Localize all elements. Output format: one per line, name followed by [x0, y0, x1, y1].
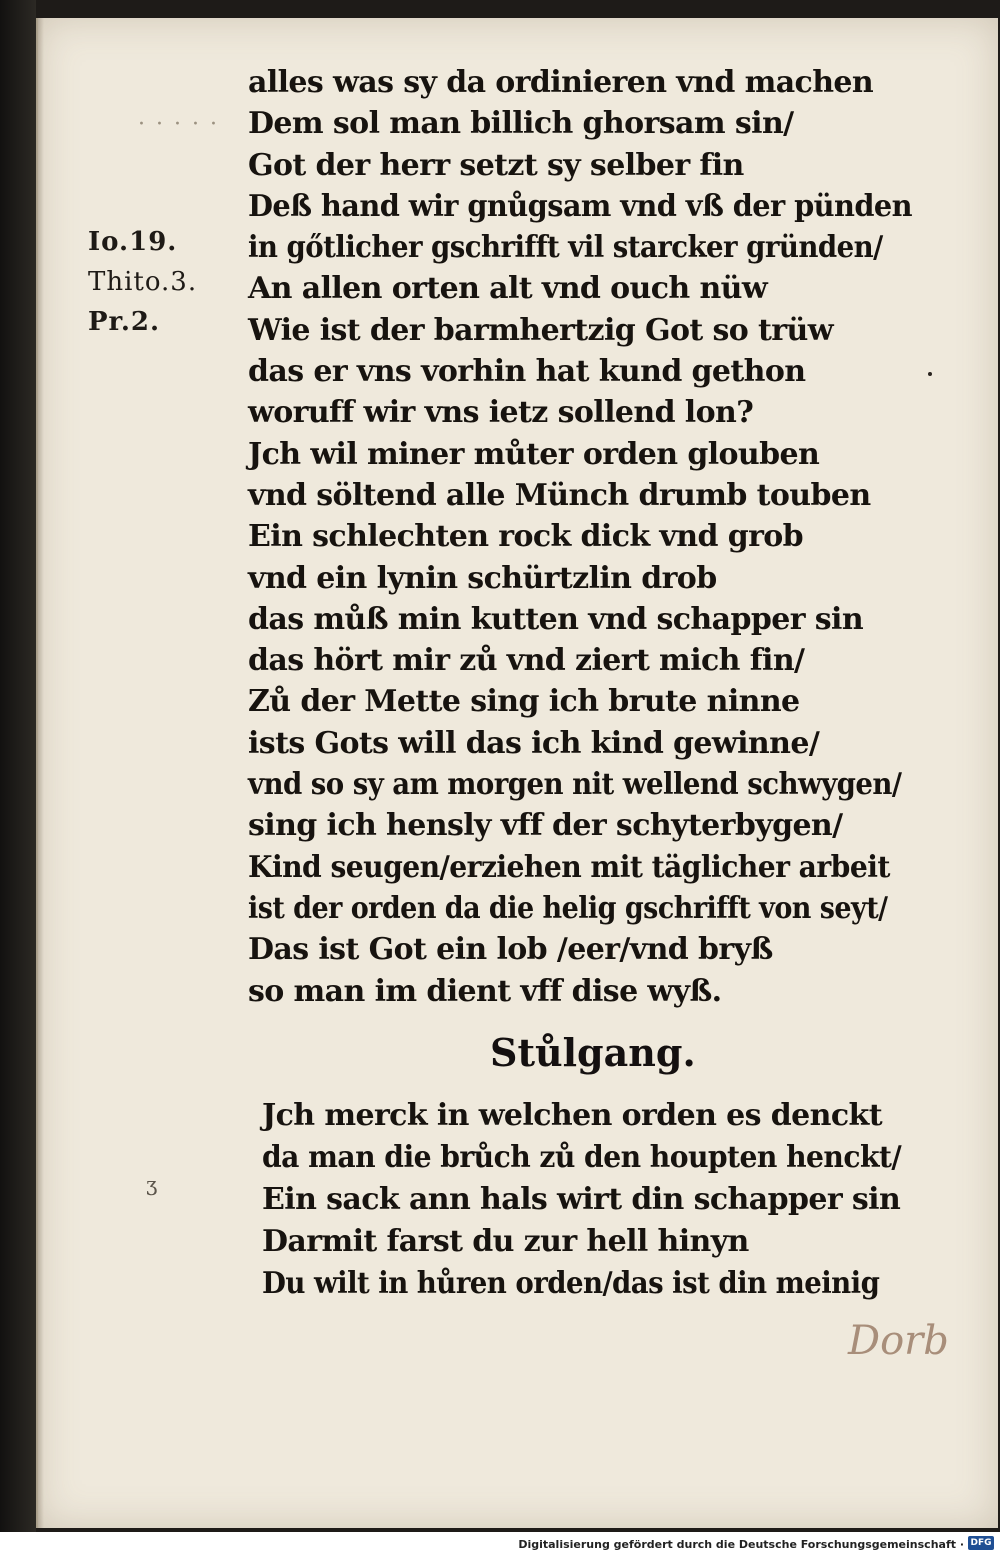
- verse-line: Dem sol man billich ghorsam sin/: [248, 106, 794, 142]
- funding-credit: Digitalisierung gefördert durch die Deutsche Forschungsgemeinschaft ·: [518, 1538, 964, 1551]
- faded-ink-mark: · · · · ·: [138, 112, 219, 137]
- verse-line: so man im dient vff dise wyß.: [248, 973, 722, 1009]
- verse-line: ists Gots will das ich kind gewinne/: [248, 725, 820, 761]
- margin-note: Io.19.: [88, 227, 178, 257]
- verse-line: in gőtlicher gschrifft vil starcker gründen/: [248, 230, 883, 266]
- verse-block: [248, 62, 959, 1012]
- verse-line: Zů der Mette sing ich brute ninne: [248, 684, 800, 720]
- verse-line: Wie ist der barmhertzig Got so trüw: [248, 312, 833, 348]
- verse-line: woruff wir vns ietz sollend lon?: [248, 395, 754, 431]
- verse-line: Ein schlechten rock dick vnd grob: [248, 519, 804, 555]
- margin-mark: ʒ: [146, 1172, 158, 1196]
- verse-block-2: [262, 1095, 942, 1305]
- verse-line: Got der herr setzt sy selber fin: [248, 147, 744, 183]
- verse-line: Das ist Got ein lob /eer/vnd bryß: [248, 932, 773, 968]
- section-heading: Stůlgang.: [490, 1030, 696, 1075]
- verse-line: Jch wil miner můter orden glouben: [248, 436, 820, 472]
- verse-line: sing ich hensly vff der schyterbygen/: [248, 808, 843, 844]
- margin-note: Thito.3.: [88, 267, 198, 297]
- verse-line: Darmit farst du zur hell hinyn: [262, 1224, 749, 1259]
- verse-line: Ein sack ann hals wirt din schapper sin: [262, 1182, 901, 1217]
- page-gutter-shadow: [36, 18, 44, 1528]
- verse-line: vnd ein lynin schürtzlin drob: [248, 560, 717, 596]
- verse-line: da man die brůch zů den houpten henckt/: [262, 1140, 902, 1175]
- verse-line: Du wilt in hůren orden/das ist din meinig: [262, 1266, 880, 1301]
- verse-line: An allen orten alt vnd ouch nüw: [248, 271, 768, 307]
- margin-notes: [88, 222, 197, 342]
- verse-line: vnd söltend alle Münch drumb touben: [248, 477, 871, 513]
- verse-line: das er vns vorhin hat kund gethon: [248, 354, 806, 390]
- verse-line: das můß min kutten vnd schapper sin: [248, 601, 864, 637]
- verse-line: Jch merck in welchen orden es denckt: [262, 1098, 882, 1133]
- left-page-edge: [0, 0, 36, 1532]
- margin-note: Pr.2.: [88, 307, 161, 337]
- verse-line: das hört mir zů vnd ziert mich fin/: [248, 643, 805, 679]
- dfg-logo: DFG: [968, 1536, 994, 1550]
- ink-speck: [928, 372, 932, 376]
- handwritten-signature: Dorb: [848, 1318, 949, 1364]
- verse-line: Kind seugen/erziehen mit täglicher arbeit: [248, 849, 890, 885]
- verse-line: vnd so sy am morgen nit wellend schwygen/: [248, 767, 902, 803]
- verse-line: ist der orden da die helig gschrifft von seyt/: [248, 890, 888, 926]
- verse-line: alles was sy da ordinieren vnd machen: [248, 65, 874, 100]
- verse-line: Deß hand wir gnůgsam vnd vß der pünden: [248, 188, 913, 224]
